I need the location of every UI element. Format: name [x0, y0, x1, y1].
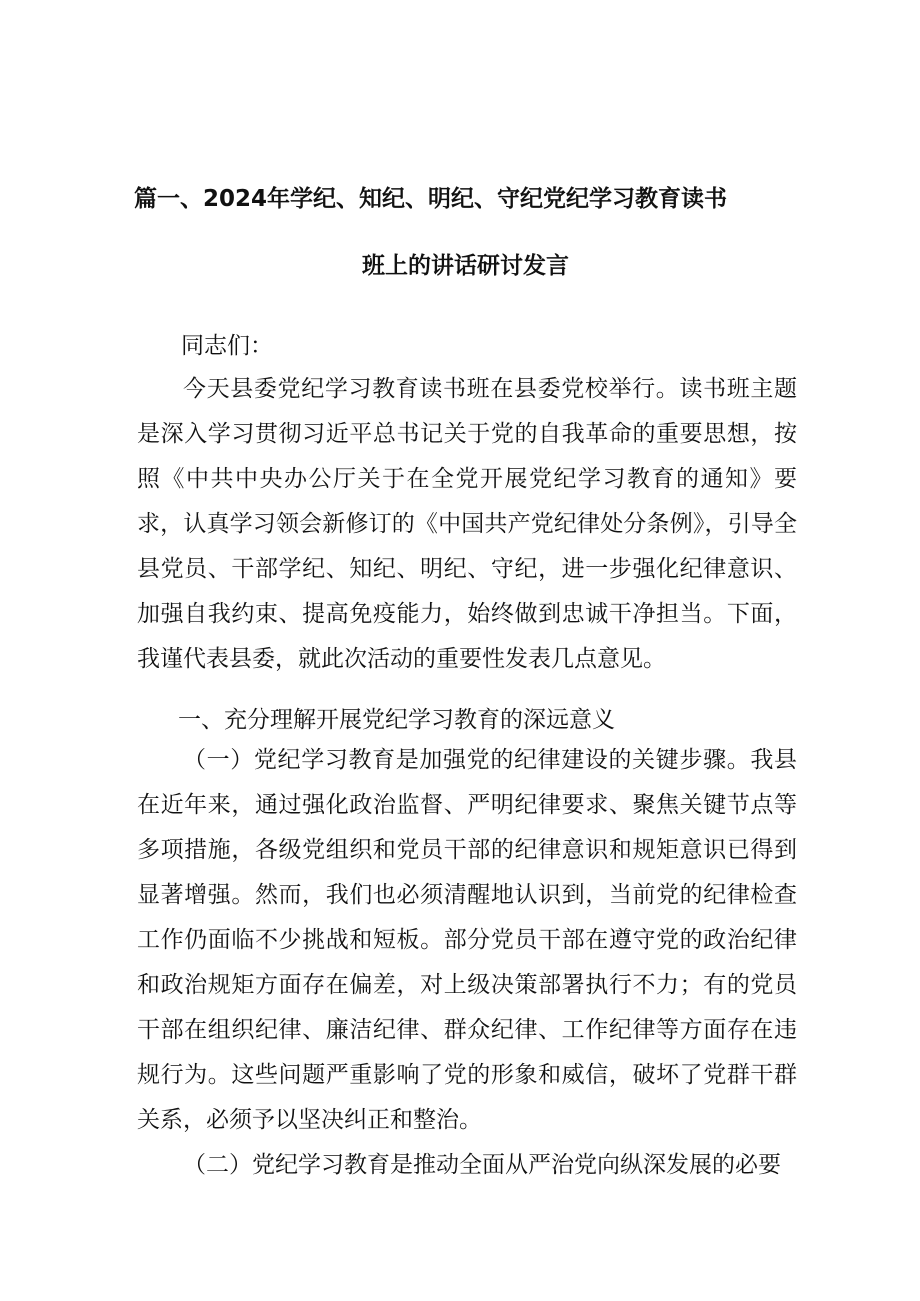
paragraph-intro: 今天县委党纪学习教育读书班在县委党校举行。读书班主题是深入学习贯彻习近平总书记关于党的自我革命的重要思想，按照《中共中央办公厅关于在全党开展党纪学习教育的通知》要求，认真学习领会新修订的《中国共产党纪律处分条例》，引导全县党员、干部学纪、知纪、明纪、守纪，进一步强化纪律意识、加强自我约束、提高免疫能力，始终做到忠诚干净担当。下面，我谨代表县委，就此次活动的重要性发表几点意见。 — [137, 376, 797, 672]
section-heading-1: 一、充分理解开展党纪学习教育的深远意义 — [178, 707, 615, 733]
paragraph-section-1-2: （二）党纪学习教育是推动全面从严治党向纵深发展的必要 — [183, 1152, 781, 1178]
salutation: 同志们： — [181, 333, 273, 359]
paragraph-section-1-1: （一）党纪学习教育是加强党的纪律建设的关键步骤。我县在近年来，通过强化政治监督、严明纪律要求、聚焦关键节点等多项措施，各级党组织和党员干部的纪律意识和规矩意识已得到显著增强。然而，我们也必须清醒地认识到，当前党的纪律检查工作仍面临不少挑战和短板。部分党员干部在遵守党的政治纪律和政治规矩方面存在偏差，对上级决策部署执行不力；有的党员干部在组织纪律、廉洁纪律、群众纪律、工作纪律等方面存在违规行为。这些问题严重影响了党的形象和威信，破坏了党群干群关系，必须予以坚决纠正和整治。 — [137, 747, 797, 1133]
document-title-line2: 班上的讲话研讨发言 — [362, 253, 569, 279]
document-title-line1: 篇一、2024年学纪、知纪、明纪、守纪党纪学习教育读书 — [134, 186, 728, 212]
